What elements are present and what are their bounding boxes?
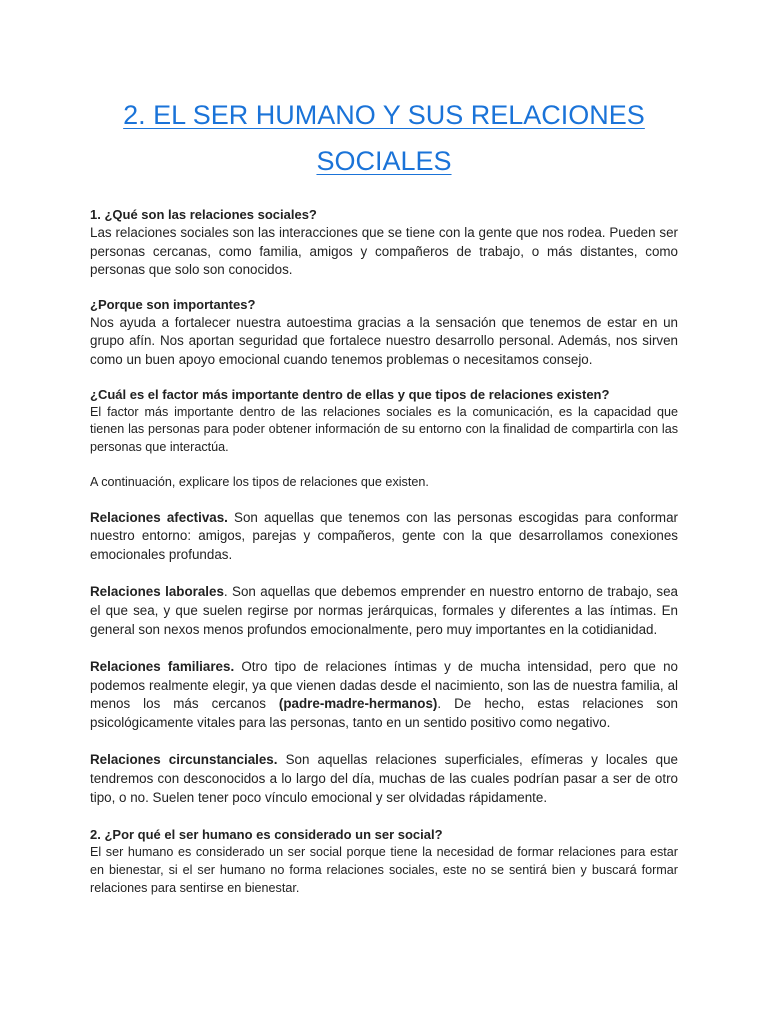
document-title xyxy=(90,92,678,184)
type-text: Son aquellas que tenemos con las personas escogidas para conformar nuestro entorno: amigos, parejas y compañeros, gente con la que desarrollamos conexiones emocionales profundas. xyxy=(90,509,678,562)
type-inline-bold: (padre-madre-hermanos) xyxy=(278,696,438,712)
title-line-2: SOCIALES xyxy=(316,146,452,176)
type-label: Relaciones familiares. xyxy=(90,659,235,675)
answer-paragraph: Las relaciones sociales son las interacciones que se tiene con la gente que nos rodea. Pueden ser personas cercanas, como familia, amigos y compañeros de trabajo, o más distantes, como personas que solo son conocidos. xyxy=(90,225,678,278)
type-label: Relaciones laborales xyxy=(90,584,224,600)
type-label: Relaciones afectivas. xyxy=(90,509,228,525)
question-heading: ¿Porque son importantes? xyxy=(90,296,256,312)
type-text: Otro tipo de relaciones íntimas y de mucha intensidad, pero que no podemos realmente elegir, ya que vienen dadas desde el nacimiento, son las de nuestra familia, al menos los más cercanos xyxy=(90,659,678,712)
question-heading: 1. ¿Qué son las relaciones sociales? xyxy=(90,207,317,222)
question-heading: 2. ¿Por qué el ser humano es considerado un ser social? xyxy=(90,827,443,843)
answer-paragraph: Nos ayuda a fortalecer nuestra autoestima gracias a la sensación que tenemos de estar en un grupo afín. Nos aportan seguridad que fortalece nuestro desarrollo personal. Además, nos sirven como un buen apoyo emocional cuando tenemos problemas o necesitamos consejo. xyxy=(90,314,678,367)
type-paragraph-familiares xyxy=(90,658,678,732)
types-intro: A continuación, explicare los tipos de relaciones que existen. xyxy=(90,474,429,489)
type-paragraph-laborales xyxy=(90,583,678,639)
answer-paragraph: El factor más importante dentro de las relaciones sociales es la comunicación, es la capacidad que tienen las personas para poder obtener información de su entorno con la finalidad de compartirla con las personas que interactúa. xyxy=(90,404,678,455)
title-line-1: 2. EL SER HUMANO Y SUS RELACIONES xyxy=(123,100,645,130)
answer-paragraph: El ser humano es considerado un ser social porque tiene la necesidad de formar relaciones para estar en bienestar, si el ser humano no forma relaciones sociales, este no se sentirá bien y buscará formar relaciones para sentirse en bienestar. xyxy=(90,845,678,895)
type-text: . De hecho, estas relaciones son psicológicamente vitales para las personas, tanto en un sentido positivo como negativo. xyxy=(90,696,678,730)
type-paragraph-circunstanciales xyxy=(90,751,678,807)
type-text: Son aquellas relaciones superficiales, efímeras y locales que tendremos con desconocidos a lo largo del día, muchas de las cuales podrían pasar a ser de otro tipo, o no. Suelen tener poco vínculo emocional y ser olvidadas rápidamente. xyxy=(90,752,678,805)
type-paragraph-afectivas xyxy=(90,509,678,565)
type-text: . Son aquellas que debemos emprender en nuestro entorno de trabajo, sea el que sea, y que suelen regirse por normas jerárquicas, formales y diferentes a las íntimas. En general son nexos menos profundos emocionalmente, pero muy importantes en la cotidianidad. xyxy=(90,584,678,637)
question-heading: ¿Cuál es el factor más importante dentro de ellas y que tipos de relaciones existen? xyxy=(90,386,610,402)
type-label: Relaciones circunstanciales. xyxy=(90,752,278,768)
